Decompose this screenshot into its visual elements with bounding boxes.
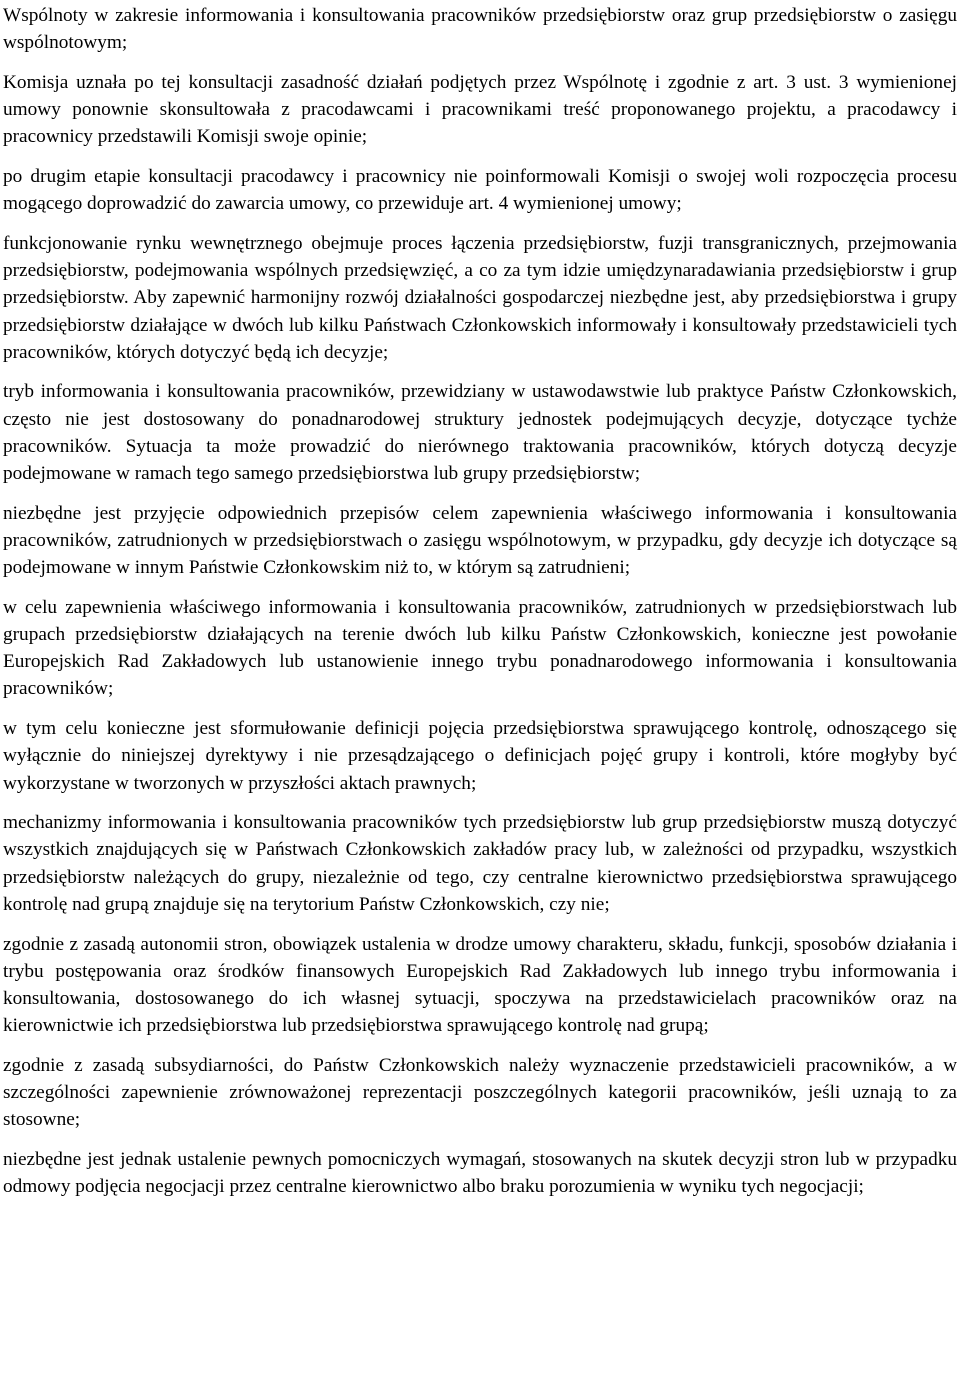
paragraph-6: niezbędne jest przyjęcie odpowiednich przepisów celem zapewnienia właściwego informowania i konsultowania pracowników, zatrudnionych w przedsiębiorstwach o zasięgu wspólnotowym, w przypadku, gdy decyzje ich dotyczące są podejmowane w innym Państwie Członkowskim niż to, w którym są zatrudnieni; xyxy=(3,502,957,579)
paragraph-9: mechanizmy informowania i konsultowania pracowników tych przedsiębiorstw lub grup przedsiębiorstw muszą dotyczyć wszystkich znajdujących się w Państwach Członkowskich zakładów pracy lub, w zależności od przypadku, wszystkich przedsiębiorstw należących do grupy, niezależnie od tego, czy centralne kierownictwo przedsiębiorstwa sprawującego kontrolę nad grupą znajduje się na terytorium Państw Członkowskich, czy nie; xyxy=(3,812,957,915)
paragraph-7: w celu zapewnienia właściwego informowania i konsultowania pracowników, zatrudnionych w przedsiębiorstwach lub grupach przedsiębiorstw działających na terenie dwóch lub kilku Państw Członkowskich, konieczne jest powołanie Europejskich Rad Zakładowych lub ustanowienie innego trybu ponadnarodowego informowania i konsultowania pracowników; xyxy=(3,596,957,700)
paragraph-5: tryb informowania i konsultowania pracowników, przewidziany w ustawodawstwie lub praktyce Państw Członkowskich, często nie jest dostosowany do ponadnarodowej struktury jednostek podejmujących decyzje, dotyczące tychże pracowników. Sytuacja ta może prowadzić do nierównego traktowania pracowników, których dotyczą decyzje podejmowane w ramach tego samego przedsiębiorstwa lub grupy przedsiębiorstw; xyxy=(3,381,957,485)
paragraph-11: zgodnie z zasadą subsydiarności, do Państw Członkowskich należy wyznaczenie przedstawicieli pracowników, a w szczególności zapewnienie zrównoważonej reprezentacji poszczególnych kategorii pracowników, jeśli uznają to za stosowne; xyxy=(3,1054,957,1131)
paragraph-2: Komisja uznała po tej konsultacji zasadność działań podjętych przez Wspólnotę i zgodnie z art. 3 ust. 3 wymienionej umowy ponownie skonsultowała z pracodawcami i pracownikami treść proponowanego projektu, a pracodawcy i pracownicy przedstawili Komisji swoje opinie; xyxy=(3,71,957,148)
paragraph-8: w tym celu konieczne jest sformułowanie definicji pojęcia przedsiębiorstwa sprawującego kontrolę, odnoszącego się wyłącznie do niniejszej dyrektywy i nie przesądzającego o definicjach pojęć grupy i kontroli, które mogłyby być wykorzystane w tworzonych w przyszłości aktach prawnych; xyxy=(3,718,957,794)
paragraph-1: Wspólnoty w zakresie informowania i konsultowania pracowników przedsiębiorstw oraz grup przedsiębiorstw o zasięgu wspólnotowym; xyxy=(3,5,957,54)
paragraph-4: funkcjonowanie rynku wewnętrznego obejmuje proces łączenia przedsiębiorstw, fuzji transgranicznych, przejmowania przedsiębiorstw, podejmowania wspólnych przedsięwzięć, a co za tym idzie umiędzynaradawiania przedsiębiorstw i grup przedsiębiorstw. Aby zapewnić harmonijny rozwój działalności gospodarczej niezbędne jest, aby przedsiębiorstwa i grupy przedsiębiorstw działające w dwóch lub kilku Państwach Członkowskich informowały i konsultowały przedstawicieli tych pracowników, których dotyczyć będą ich decyzje; xyxy=(3,232,957,363)
paragraph-3: po drugim etapie konsultacji pracodawcy i pracownicy nie poinformowali Komisji o swojej woli rozpoczęcia procesu mogącego doprowadzić do zawarcia umowy, co przewiduje art. 4 wymienionej umowy; xyxy=(3,166,957,215)
paragraph-12: niezbędne jest jednak ustalenie pewnych pomocniczych wymagań, stosowanych na skutek decyzji stron lub w przypadku odmowy podjęcia negocjacji przez centralne kierownictwo albo braku porozumienia w wyniku tych negocjacji; xyxy=(3,1149,957,1198)
paragraph-10: zgodnie z zasadą autonomii stron, obowiązek ustalenia w drodze umowy charakteru, składu, funkcji, sposobów działania i trybu postępowania oraz środków finansowych Europejskich Rad Zakładowych lub innego trybu informowania i konsultowania, dostosowanego do ich własnej sytuacji, spoczywa na przedstawicielach pracowników oraz na kierownictwie ich przedsiębiorstwa lub przedsiębiorstwa sprawującego kontrolę nad grupą; xyxy=(3,933,957,1037)
